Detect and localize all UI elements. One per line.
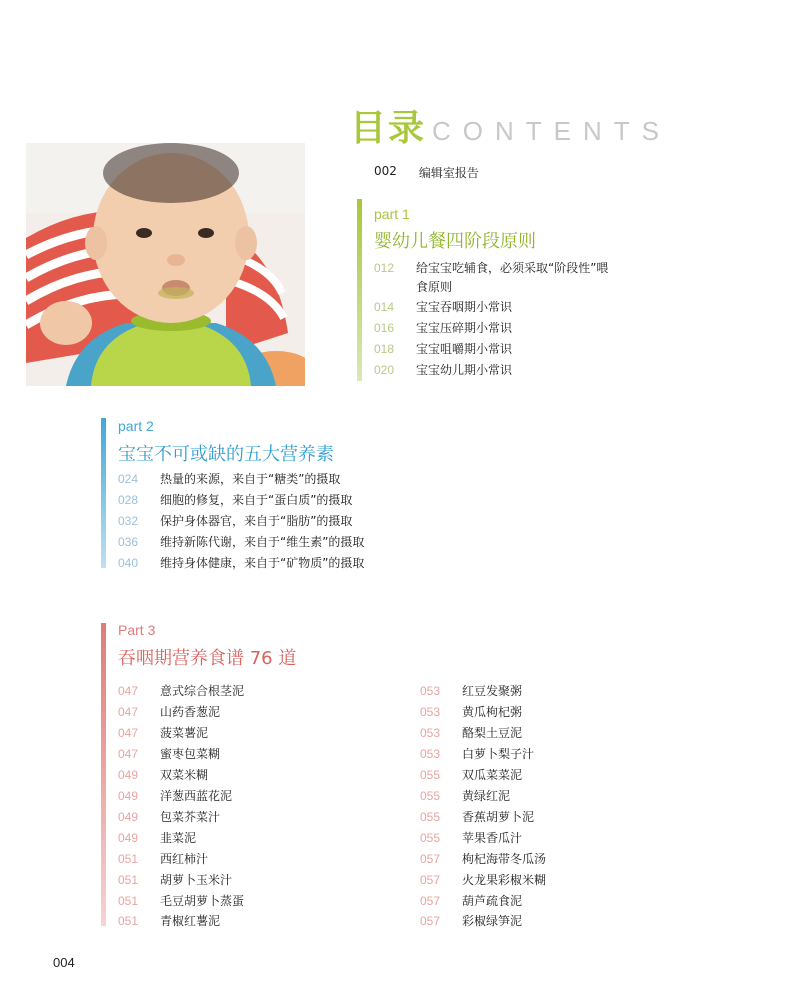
toc-entry[interactable]	[118, 911, 220, 931]
toc-text: 白萝卜梨子汁	[462, 747, 535, 761]
toc-page: 051	[118, 852, 139, 866]
toc-page: 016	[374, 321, 395, 335]
title-en: CONTENTS	[432, 116, 672, 146]
toc-entry[interactable]	[118, 891, 244, 911]
toc-text: 宝宝压碎期小常识	[416, 321, 513, 335]
toc-page: 040	[118, 556, 139, 570]
toc-page: 055	[420, 789, 441, 803]
toc-entry[interactable]	[118, 744, 220, 764]
contents-title	[350, 100, 672, 149]
toc-entry[interactable]	[420, 765, 522, 785]
toc-text: 山药香葱泥	[160, 705, 221, 719]
part1-title: 婴幼儿餐四阶段原则	[374, 231, 536, 252]
toc-text: 双瓜菜菜泥	[462, 768, 523, 782]
page-number: 004	[53, 955, 75, 970]
front-matter-title: 编辑室报告	[418, 166, 479, 180]
toc-page: 047	[118, 684, 139, 698]
toc-page: 053	[420, 726, 441, 740]
toc-page: 028	[118, 493, 139, 507]
toc-text: 意式综合根茎泥	[160, 684, 245, 698]
part3-label: Part 3	[118, 622, 156, 638]
toc-entry[interactable]	[118, 870, 232, 890]
toc-entry[interactable]	[118, 490, 352, 510]
toc-page: 053	[420, 705, 441, 719]
toc-entry[interactable]	[118, 702, 220, 722]
toc-entry[interactable]	[118, 469, 340, 489]
part2-bar	[101, 418, 106, 568]
toc-page: 055	[420, 768, 441, 782]
toc-text: 洋葱西蓝花泥	[160, 789, 233, 803]
part1-bar	[357, 199, 362, 381]
toc-page: 055	[420, 831, 441, 845]
baby-photo	[26, 143, 305, 386]
toc-entry[interactable]	[374, 360, 512, 380]
toc-text: 保护身体器官，来自于“脂肪”的摄取	[160, 514, 353, 528]
toc-page: 036	[118, 535, 139, 549]
toc-entry[interactable]	[374, 318, 512, 338]
toc-page: 047	[118, 747, 139, 761]
toc-page: 051	[118, 894, 139, 908]
toc-page: 055	[420, 810, 441, 824]
toc-entry[interactable]	[118, 849, 208, 869]
toc-entry[interactable]	[374, 258, 608, 278]
toc-text: 韭菜泥	[160, 831, 197, 845]
title-zh: 目录	[350, 108, 427, 149]
toc-page: 049	[118, 831, 139, 845]
toc-text: 蜜枣包菜糊	[160, 747, 221, 761]
toc-text: 胡萝卜玉米汁	[160, 873, 233, 887]
toc-text: 青椒红薯泥	[160, 914, 221, 928]
toc-entry[interactable]	[420, 911, 522, 931]
toc-page: 051	[118, 873, 139, 887]
toc-page: 053	[420, 684, 441, 698]
toc-page: 049	[118, 810, 139, 824]
toc-text: 细胞的修复，来自于“蛋白质”的摄取	[160, 493, 353, 507]
toc-text: 红豆发聚粥	[462, 684, 523, 698]
toc-entry[interactable]	[420, 744, 534, 764]
toc-page: 024	[118, 472, 139, 486]
toc-entry[interactable]	[118, 681, 244, 701]
front-matter-page: 002	[374, 164, 397, 178]
toc-entry[interactable]	[420, 702, 522, 722]
part2-label: part 2	[118, 418, 154, 434]
toc-text: 葫芦疏食泥	[462, 894, 523, 908]
toc-text: 食原则	[416, 280, 453, 294]
toc-page: 014	[374, 300, 395, 314]
toc-text: 枸杞海带冬瓜汤	[462, 852, 547, 866]
toc-entry[interactable]	[118, 723, 208, 743]
toc-entry[interactable]	[118, 765, 208, 785]
toc-page: 053	[420, 747, 441, 761]
toc-entry[interactable]	[118, 786, 232, 806]
toc-text: 彩椒绿笋泥	[462, 914, 523, 928]
toc-page: 049	[118, 768, 139, 782]
toc-text: 毛豆胡萝卜蒸蛋	[160, 894, 245, 908]
toc-text: 包菜芥菜汁	[160, 810, 221, 824]
toc-text: 酪梨土豆泥	[462, 726, 523, 740]
toc-entry[interactable]	[420, 723, 522, 743]
front-matter-entry[interactable]	[374, 164, 479, 181]
toc-entry[interactable]	[374, 297, 512, 317]
toc-text: 维持身体健康，来自于“矿物质”的摄取	[160, 556, 365, 570]
toc-text: 给宝宝吃辅食，必须采取“阶段性”喂	[416, 261, 609, 275]
toc-page: 051	[118, 914, 139, 928]
toc-entry[interactable]	[420, 807, 534, 827]
toc-entry[interactable]	[420, 681, 522, 701]
part3-title: 吞咽期营养食谱 76 道	[118, 648, 297, 669]
toc-text: 热量的来源，来自于“糖类”的摄取	[160, 472, 341, 486]
toc-page: 049	[118, 789, 139, 803]
baby-illustration	[26, 143, 305, 386]
toc-text: 黄瓜枸杞粥	[462, 705, 523, 719]
toc-entry[interactable]	[420, 891, 522, 911]
toc-text: 火龙果彩椒米糊	[462, 873, 547, 887]
toc-page: 057	[420, 914, 441, 928]
toc-entry[interactable]	[420, 870, 546, 890]
toc-page: 057	[420, 852, 441, 866]
part1-label: part 1	[374, 206, 410, 222]
toc-text: 菠菜薯泥	[160, 726, 209, 740]
toc-entry-continued	[416, 277, 452, 297]
toc-page: 047	[118, 705, 139, 719]
toc-text: 苹果香瓜汁	[462, 831, 523, 845]
toc-entry[interactable]	[118, 553, 364, 573]
toc-page: 018	[374, 342, 395, 356]
part2-title: 宝宝不可或缺的五大营养素	[118, 444, 334, 465]
toc-page: 032	[118, 514, 139, 528]
toc-entry[interactable]	[420, 786, 510, 806]
toc-text: 宝宝幼儿期小常识	[416, 363, 513, 377]
toc-page: 020	[374, 363, 395, 377]
toc-page: 057	[420, 894, 441, 908]
toc-text: 黄绿红泥	[462, 789, 511, 803]
toc-entry[interactable]	[118, 807, 220, 827]
toc-entry[interactable]	[420, 849, 546, 869]
toc-entry[interactable]	[118, 828, 196, 848]
toc-text: 维持新陈代谢，来自于“维生素”的摄取	[160, 535, 365, 549]
toc-page: 057	[420, 873, 441, 887]
toc-page: 012	[374, 261, 395, 275]
toc-page: 047	[118, 726, 139, 740]
part3-bar	[101, 623, 106, 926]
toc-entry[interactable]	[118, 532, 364, 552]
toc-text: 双菜米糊	[160, 768, 209, 782]
toc-text: 香蕉胡萝卜泥	[462, 810, 535, 824]
toc-entry[interactable]	[118, 511, 352, 531]
toc-text: 西红柿汁	[160, 852, 209, 866]
toc-text: 宝宝咀嚼期小常识	[416, 342, 513, 356]
toc-text: 宝宝吞咽期小常识	[416, 300, 513, 314]
toc-entry[interactable]	[420, 828, 522, 848]
toc-entry[interactable]	[374, 339, 512, 359]
